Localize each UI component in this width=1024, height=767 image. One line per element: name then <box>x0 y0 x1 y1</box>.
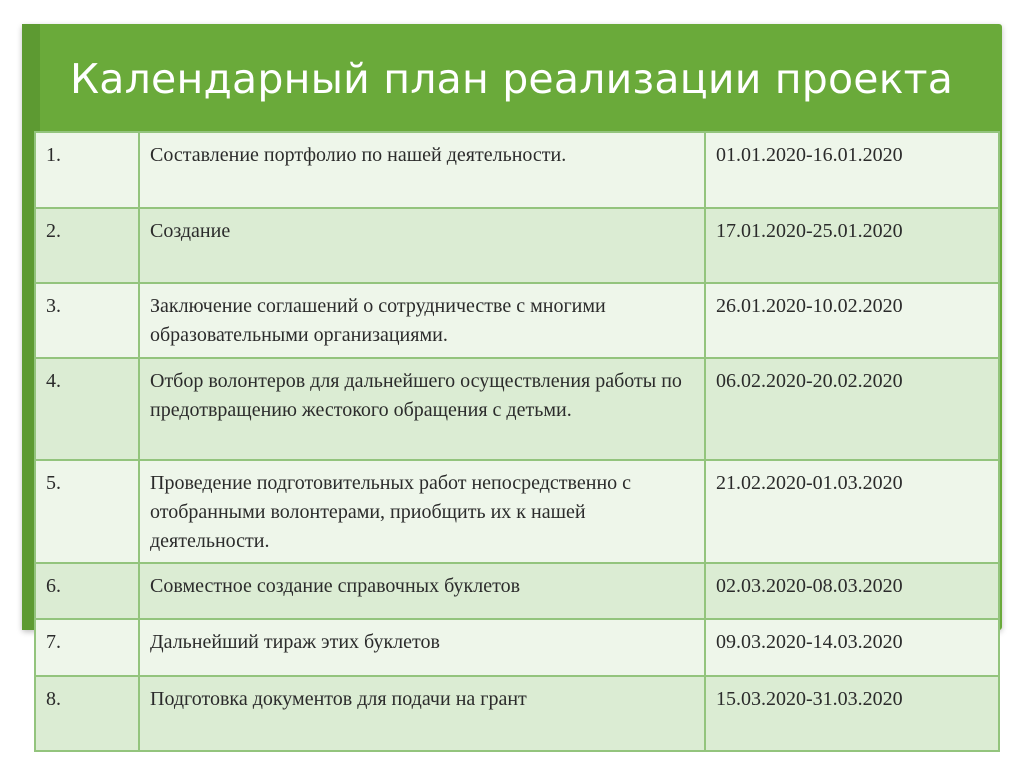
table-row <box>35 619 999 676</box>
row-dates: 09.03.2020-14.03.2020 <box>705 619 999 676</box>
row-number: 6. <box>35 563 139 619</box>
project-plan-table <box>34 131 1000 752</box>
row-task: Отбор волонтеров для дальнейшего осуществления работы по предотвращению жестокого обращения с детьми. <box>139 358 705 460</box>
table-row <box>35 676 999 751</box>
row-dates: 17.01.2020-25.01.2020 <box>705 208 999 283</box>
table-row <box>35 460 999 563</box>
row-task: Заключение соглашений о сотрудничестве с многими образовательными организациями. <box>139 283 705 358</box>
row-number: 1. <box>35 132 139 208</box>
row-dates: 02.03.2020-08.03.2020 <box>705 563 999 619</box>
row-task: Составление портфолио по нашей деятельности. <box>139 132 705 208</box>
row-number: 8. <box>35 676 139 751</box>
table-row <box>35 283 999 358</box>
row-task: Проведение подготовительных работ непосредственно с отобранными волонтерами, приобщить их к нашей деятельности. <box>139 460 705 563</box>
row-dates: 21.02.2020-01.03.2020 <box>705 460 999 563</box>
row-dates: 06.02.2020-20.02.2020 <box>705 358 999 460</box>
row-task: Совместное создание справочных буклетов <box>139 563 705 619</box>
row-task: Дальнейший тираж этих буклетов <box>139 619 705 676</box>
row-number: 7. <box>35 619 139 676</box>
row-number: 2. <box>35 208 139 283</box>
row-dates: 26.01.2020-10.02.2020 <box>705 283 999 358</box>
table-row <box>35 208 999 283</box>
row-task: Создание <box>139 208 705 283</box>
table-row <box>35 132 999 208</box>
table-row <box>35 358 999 460</box>
table-row <box>35 563 999 619</box>
row-dates: 01.01.2020-16.01.2020 <box>705 132 999 208</box>
page-title: Календарный план реализации проекта <box>70 55 954 103</box>
row-dates: 15.03.2020-31.03.2020 <box>705 676 999 751</box>
row-number: 4. <box>35 358 139 460</box>
row-number: 5. <box>35 460 139 563</box>
row-number: 3. <box>35 283 139 358</box>
row-task: Подготовка документов для подачи на грант <box>139 676 705 751</box>
